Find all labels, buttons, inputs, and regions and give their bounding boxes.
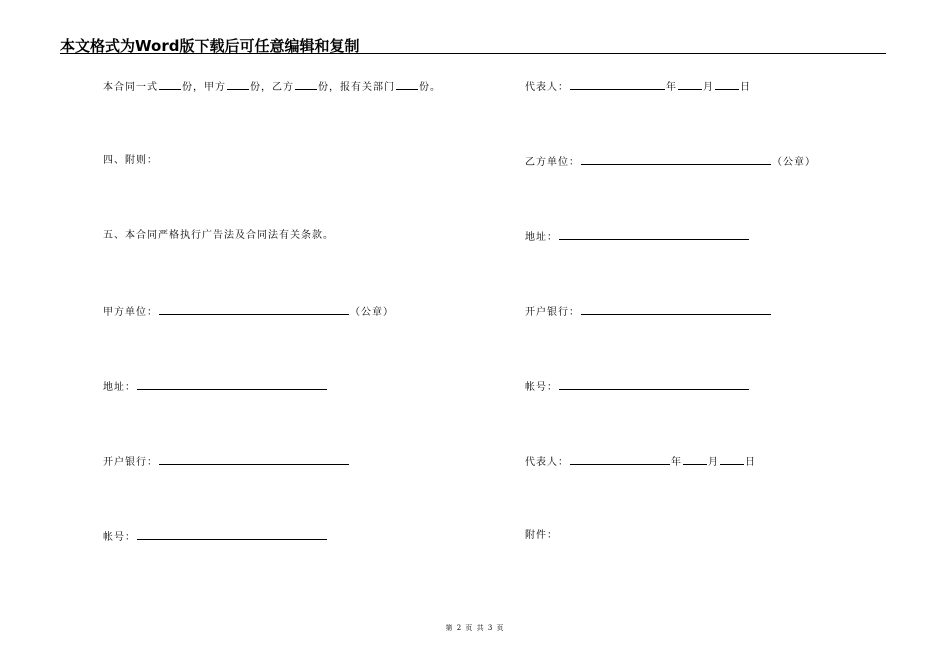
copies-clause	[103, 79, 441, 95]
rep1-label: 代表人：	[525, 82, 569, 93]
rep2-year-label: 年	[671, 457, 682, 468]
party-a-bank-field	[159, 454, 349, 465]
party-a-unit-row	[103, 304, 394, 320]
rep2-field	[570, 454, 670, 465]
rep2-day-blank	[720, 454, 744, 465]
attachment-label: 附件：	[525, 530, 558, 541]
party-b-bank-field	[581, 304, 771, 315]
party-a-address-label: 地址：	[103, 382, 136, 393]
party-b-unit-label: 乙方单位：	[525, 157, 580, 168]
party-b-seal-label: （公章）	[772, 157, 816, 168]
attachment-row	[525, 529, 558, 543]
party-a-account-label: 帐号：	[103, 532, 136, 543]
copies-text-5: 份。	[419, 82, 441, 93]
party-b-account-row	[525, 379, 750, 395]
party-b-address-row	[525, 229, 750, 245]
blank-party-b-copies	[295, 79, 317, 90]
party-a-account-field	[137, 529, 327, 540]
rep2-month-blank	[683, 454, 707, 465]
rep1-month-blank	[678, 79, 702, 90]
rep-row-1	[525, 79, 751, 95]
party-a-bank-row	[103, 454, 350, 470]
blank-party-a-copies	[227, 79, 249, 90]
copies-text-4: 份，报有关部门	[318, 82, 395, 93]
party-b-account-field	[559, 379, 749, 390]
rep1-month-label: 月	[703, 82, 714, 93]
appendix-clause: 四、附则：	[103, 155, 158, 166]
party-a-bank-label: 开户银行：	[103, 457, 158, 468]
clause-five: 五、本合同严格执行广告法及合同法有关条款。	[103, 230, 334, 241]
rep2-label: 代表人：	[525, 457, 569, 468]
party-b-bank-row	[525, 304, 772, 320]
document-header	[60, 33, 886, 54]
party-b-unit-row	[525, 154, 816, 170]
party-a-account-row	[103, 529, 328, 545]
copies-text-2: 份，甲方	[182, 82, 226, 93]
party-b-account-label: 帐号：	[525, 382, 558, 393]
page-footer: 第 2 页 共 3 页	[445, 624, 505, 632]
party-a-address-field	[137, 379, 327, 390]
party-b-unit-field	[581, 154, 771, 165]
party-b-address-label: 地址：	[525, 232, 558, 243]
party-a-seal-label: （公章）	[350, 307, 394, 318]
rep2-month-label: 月	[708, 457, 719, 468]
blank-total-copies	[159, 79, 181, 90]
party-a-unit-field	[159, 304, 349, 315]
party-a-address-row	[103, 379, 328, 395]
rep-row-2	[525, 454, 756, 470]
copies-text-1: 本合同一式	[103, 82, 158, 93]
rep1-year-label: 年	[666, 82, 677, 93]
header-title: 本文格式为Word版下载后可任意编辑和复制	[60, 37, 360, 55]
rep1-day-label: 日	[740, 82, 751, 93]
party-b-bank-label: 开户银行：	[525, 307, 580, 318]
blank-dept-copies	[396, 79, 418, 90]
rep1-day-blank	[715, 79, 739, 90]
rep1-field	[570, 79, 665, 90]
party-a-unit-label: 甲方单位：	[103, 307, 158, 318]
party-b-address-field	[559, 229, 749, 240]
copies-text-3: 份，乙方	[250, 82, 294, 93]
rep2-day-label: 日	[745, 457, 756, 468]
